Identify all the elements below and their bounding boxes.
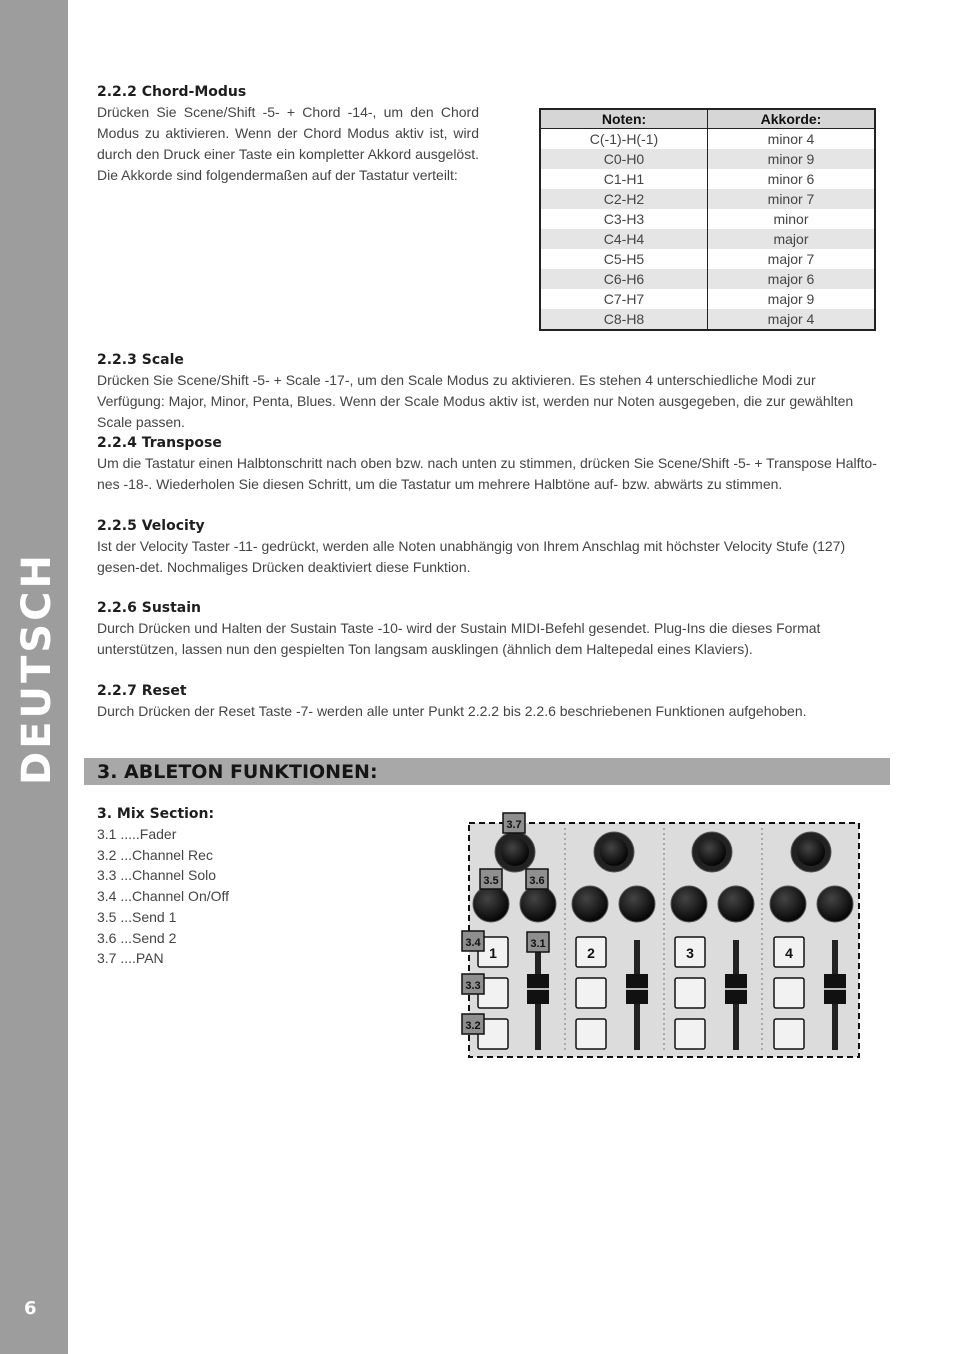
table-row (540, 189, 875, 209)
sidebar (0, 0, 68, 1354)
cell-chord: major 7 (767, 251, 815, 267)
sustain-heading: 2.2.6 Sustain (97, 600, 202, 616)
cell-notes: C7-H7 (540, 289, 708, 309)
channel-number: 2 (587, 945, 595, 961)
list-item: 3.5 ...Send 1 (97, 908, 177, 925)
cell-notes: C4-H4 (540, 229, 708, 249)
list-item: 3.6 ...Send 2 (97, 929, 177, 946)
callout-3-6 (526, 869, 548, 889)
column-header-notes: Noten: (540, 109, 708, 129)
cell-notes: C8-H8 (540, 309, 708, 330)
table-row (540, 129, 875, 150)
cell-chord: major 4 (708, 309, 876, 330)
callout-label: 3.6 (529, 875, 545, 887)
cell-chord: minor 9 (708, 149, 876, 169)
velocity-heading: 2.2.5 Velocity (97, 518, 205, 534)
list-item: 3.4 ...Channel On/Off (97, 888, 230, 905)
channel-number: 1 (489, 945, 497, 961)
transpose-text: Um die Tastatur einen Halbtonschritt nach oben bzw. nach unten zu stimmen, drücken Sie Scene/Shift -5- + Transpose Halfto-nes -18-. Wiederholen Sie diesen Schritt, um die Tastatur um mehrere Halbtöne auf- bzw. abwärts zu stimmen. (97, 455, 877, 492)
table-row (540, 209, 875, 229)
list-item: 3.2 ...Channel Rec (97, 846, 213, 863)
callout-label: 3.3 (465, 980, 481, 992)
mixer-diagram (465, 819, 860, 1058)
cell-notes: C5-H5 (540, 249, 708, 269)
table-row (540, 249, 875, 269)
callout-3-2 (462, 1014, 484, 1034)
transpose-heading: 2.2.4 Transpose (97, 435, 222, 451)
list-item: 3.1 .....Fader (97, 826, 177, 842)
cell-chord: major (708, 229, 876, 249)
transpose-section (97, 435, 879, 495)
velocity-text: Ist der Velocity Taster -11- gedrückt, werden alle Noten unabhängig von Ihrem Anschlag mit höchster Velocity Stufe (127) gesen-det. Nochmaliges Drücken deaktiviert diese Funktion. (97, 538, 846, 575)
reset-text: Durch Drücken der Reset Taste -7- werden alle unter Punkt 2.2.2 bis 2.2.6 beschriebenen Funktionen aufgehoben. (97, 703, 807, 719)
chord-mode-text: Drücken Sie Scene/Shift -5- + Chord -14-, um den Chord Modus zu aktivieren. Wenn der Chord Modus aktiv ist, wird durch den Druck einer Taste ein kompletter Akkord ausgelöst. Die Akkorde sind folgendermaßen auf der Tastatur verteilt: (97, 104, 479, 183)
callout-label: 3.7 (506, 819, 522, 831)
column-header-chords: Akkorde: (708, 109, 876, 129)
callout-3-5 (480, 869, 502, 889)
cell-chord: minor 4 (767, 131, 815, 147)
cell-notes: C6-H6 (540, 269, 708, 289)
ableton-banner (84, 758, 890, 785)
table-row (540, 269, 875, 289)
ableton-banner-title: 3. ABLETON FUNKTIONEN: (97, 761, 378, 783)
velocity-section (97, 518, 879, 578)
reset-heading: 2.2.7 Reset (97, 683, 187, 699)
cell-chord: minor (773, 211, 809, 227)
table-row (540, 149, 875, 169)
cell-chord: major 6 (708, 269, 876, 289)
table-row (540, 229, 875, 249)
chord-table-header (540, 109, 875, 129)
scale-section (97, 352, 879, 433)
table-row (540, 289, 875, 309)
callout-3-7 (503, 813, 525, 833)
cell-chord: major 9 (767, 291, 815, 307)
channel-number: 4 (785, 945, 793, 961)
cell-chord: minor 7 (708, 189, 876, 209)
table-row (540, 169, 875, 189)
table-row (540, 309, 875, 330)
channel-number: 3 (686, 945, 694, 961)
list-item: 3.3 ...Channel Solo (97, 867, 217, 884)
cell-notes: C0-H0 (540, 149, 708, 169)
callout-3-4 (462, 931, 484, 951)
sustain-text: Durch Drücken und Halten der Sustain Taste -10- wird der Sustain MIDI-Befehl gesendet. Plug-Ins die dieses Format unterstützen, lassen nun den gespielten Ton langsam ausklingen (ähnlich dem Haltepedal eines Klaviers). (97, 620, 821, 657)
list-item: 3.7 ....PAN (97, 950, 164, 967)
callout-3-3 (462, 974, 484, 994)
cell-notes: C(-1)-H(-1) (540, 129, 708, 150)
scale-heading: 2.2.3 Scale (97, 352, 184, 368)
chord-mode-section (97, 84, 479, 186)
cell-notes: C1-H1 (540, 169, 708, 189)
mix-section-heading: 3. Mix Section: (97, 806, 215, 822)
cell-chord: minor 6 (767, 171, 815, 187)
callout-label: 3.2 (465, 1020, 481, 1032)
mix-section-list (97, 806, 397, 969)
callout-label: 3.5 (483, 875, 499, 887)
scale-text: Drücken Sie Scene/Shift -5- + Scale -17-, um den Scale Modus zu aktivieren. Es stehen 4 unterschiedliche Modi zur Verfügung: Major, Minor, Penta, Blues. Wenn der Scale Modus aktiv ist, werden nur Noten ausgegeben, die zur gewählten Scale passen. (97, 372, 854, 430)
callout-label: 3.4 (465, 937, 481, 949)
reset-section (97, 683, 879, 722)
sustain-section (97, 600, 879, 660)
chord-mode-heading: 2.2.2 Chord-Modus (97, 84, 247, 100)
language-label: DEUTSCH (14, 552, 60, 785)
chord-table (539, 108, 876, 331)
cell-notes: C2-H2 (540, 189, 708, 209)
cell-notes: C3-H3 (540, 209, 708, 229)
callout-3-1 (527, 932, 549, 952)
callout-label: 3.1 (530, 938, 546, 950)
page-number: 6 (24, 1298, 37, 1319)
